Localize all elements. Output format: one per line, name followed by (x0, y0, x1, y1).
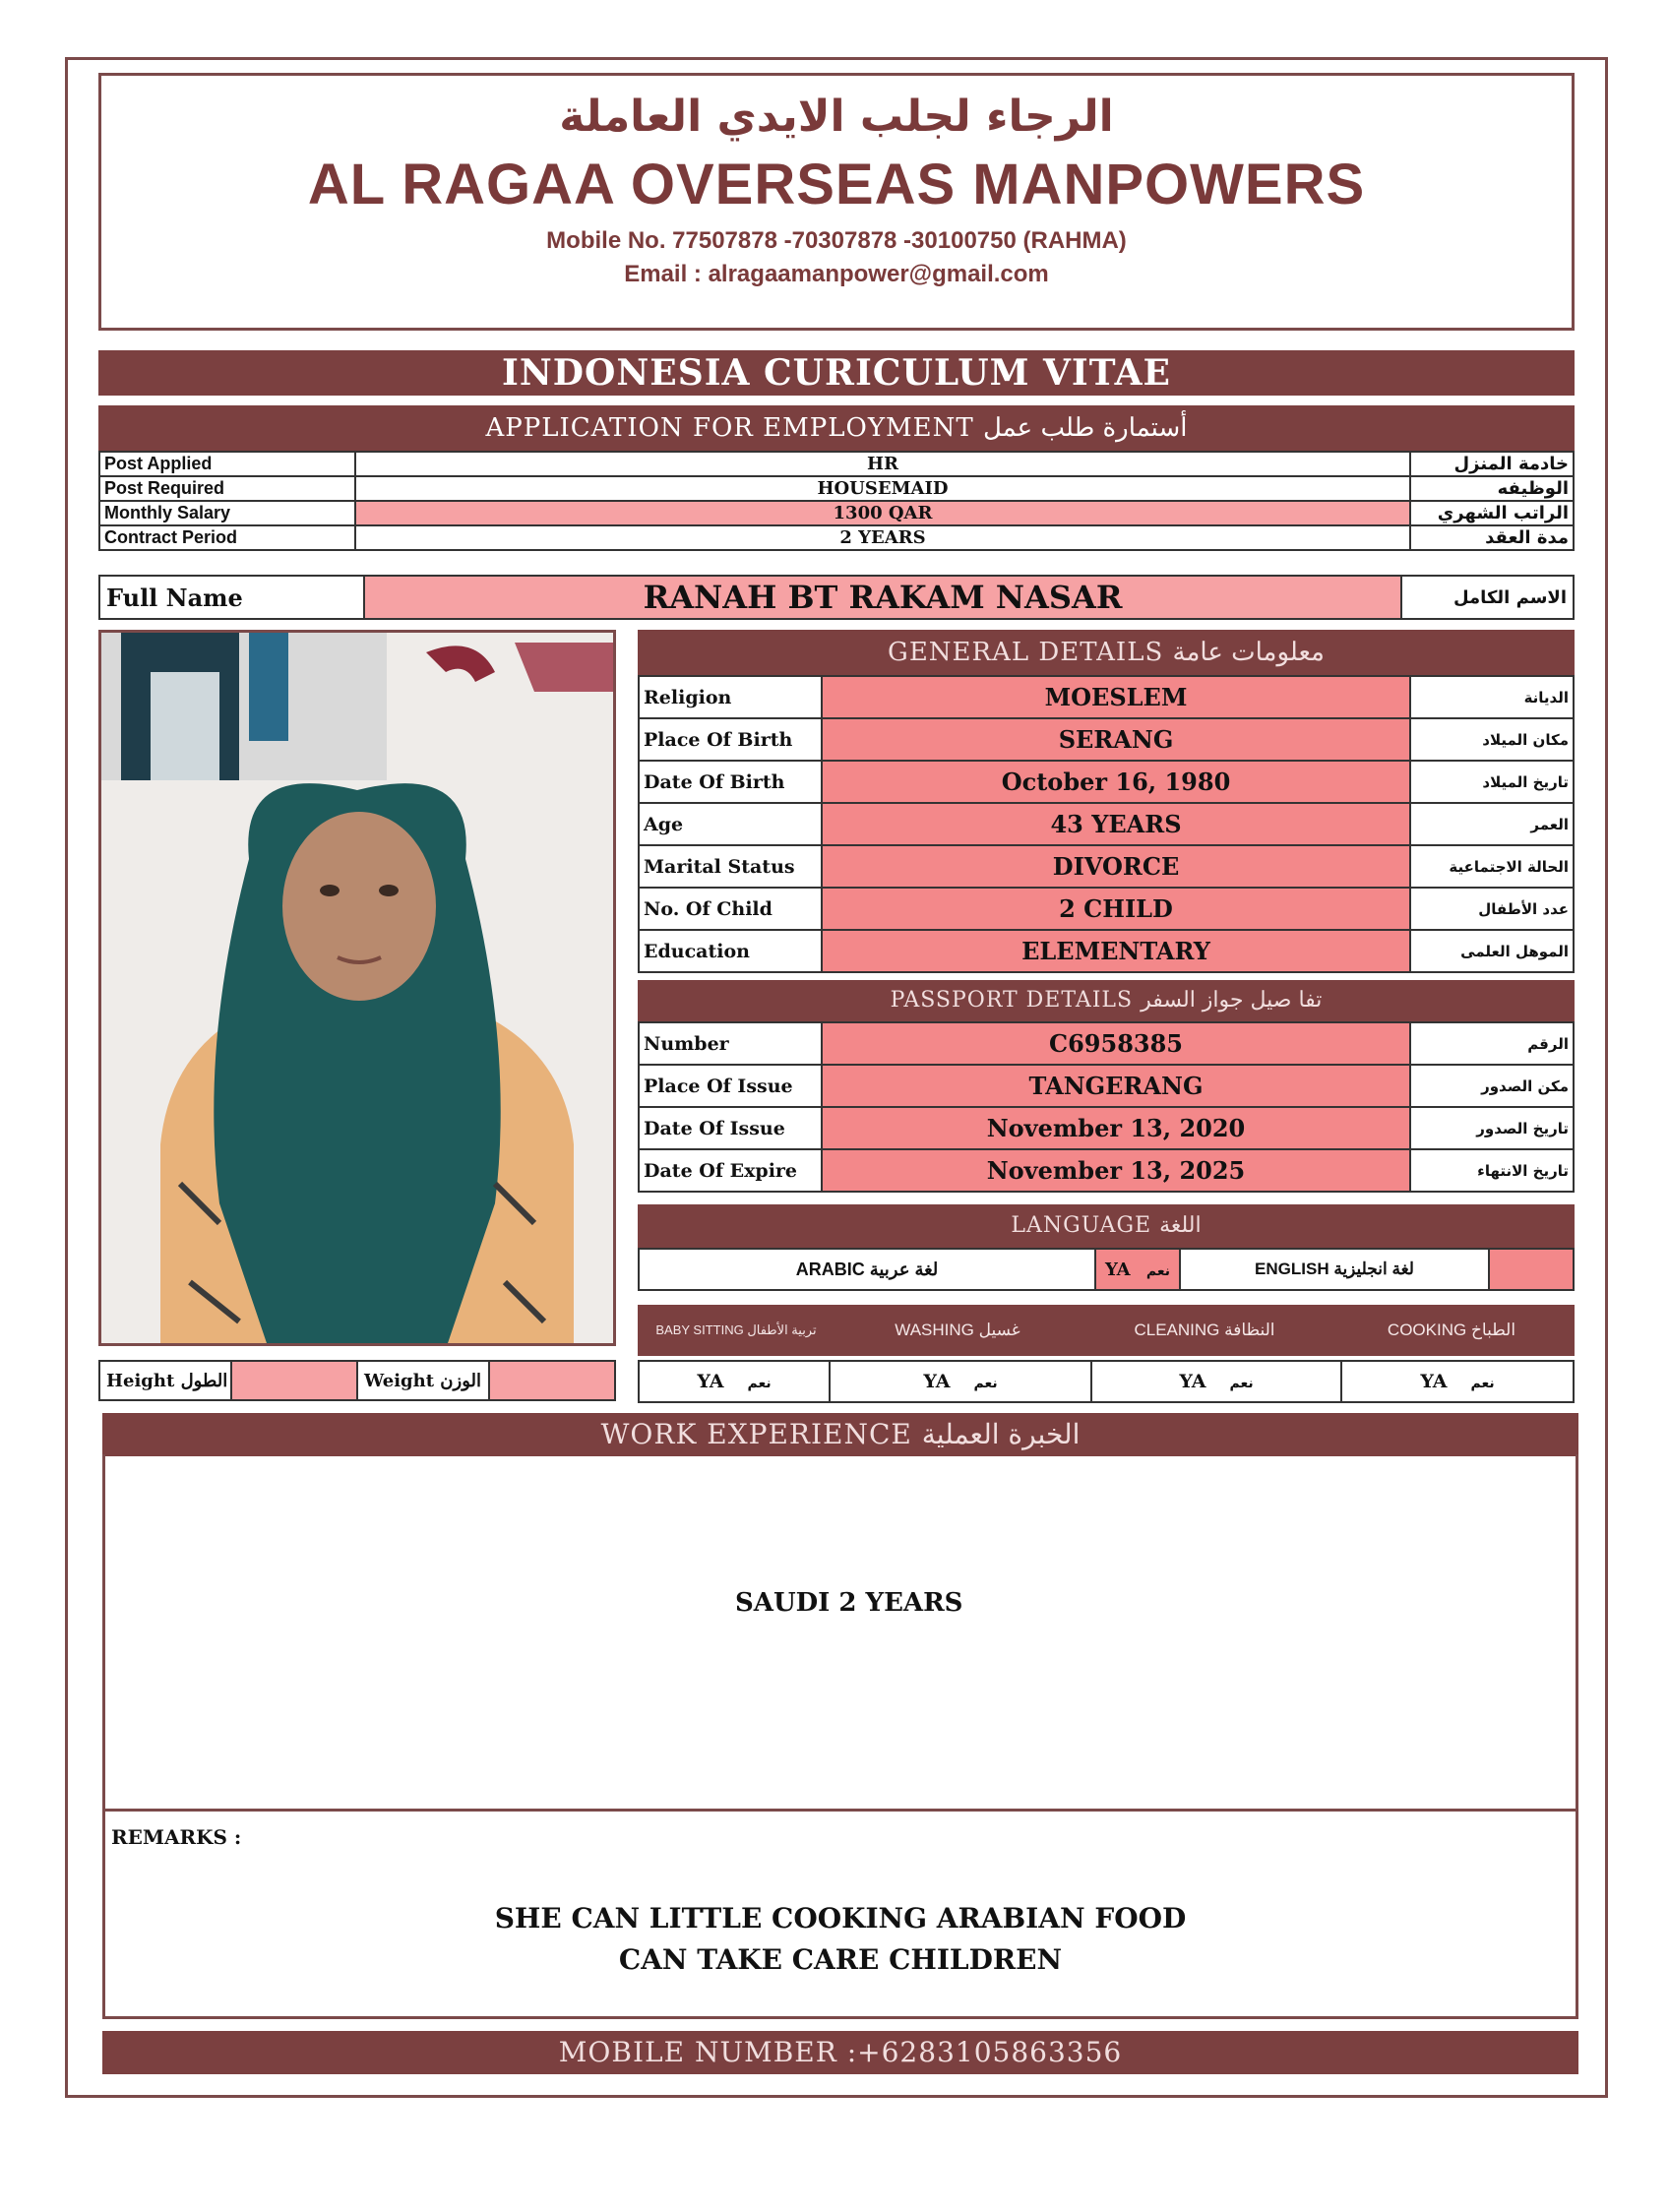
language-arabic-yes-ar: نعم (1145, 1262, 1171, 1279)
full-name-label: Full Name (99, 576, 364, 619)
general-value: 43 YEARS (822, 803, 1410, 845)
table-row (639, 1361, 1574, 1402)
skill-yes-ar: نعم (1229, 1376, 1254, 1391)
passport-label: Date Of Issue (639, 1107, 822, 1149)
table-row (639, 1065, 1574, 1107)
agency-header (98, 73, 1575, 331)
post-label: Post Required (99, 476, 355, 501)
remarks-label: REMARKS : (111, 1825, 242, 1849)
passport-value: November 13, 2020 (822, 1107, 1410, 1149)
weight-value (489, 1361, 615, 1400)
agency-email: Email : alragaamanpower@gmail.com (624, 261, 1049, 287)
general-details-table (638, 675, 1575, 973)
full-name-value: RANAH BT RAKAM NASAR (364, 576, 1401, 619)
general-label: Education (639, 930, 822, 972)
skill-yes-ar: نعم (973, 1376, 998, 1391)
language-arabic-value (1095, 1249, 1180, 1290)
passport-label-ar: تاريخ الانتهاء (1410, 1149, 1574, 1192)
skill-value (1341, 1361, 1574, 1402)
skill-header-cooking: COOKING الطباخ (1387, 1321, 1516, 1339)
general-label: Place Of Birth (639, 718, 822, 761)
general-label: Date Of Birth (639, 761, 822, 803)
table-row (639, 1149, 1574, 1192)
full-name-label-ar: الاسم الكامل (1401, 576, 1574, 619)
agency-arabic-name: الرجاء لجلب الايدي العاملة (559, 92, 1114, 142)
general-label-ar: الديانة (1410, 676, 1574, 718)
general-label-ar: عدد الأطفال (1410, 888, 1574, 930)
skill-yes-ar: نعم (1470, 1376, 1495, 1391)
full-name-table (98, 575, 1575, 620)
table-row (99, 452, 1574, 476)
table-row (99, 576, 1574, 619)
table-row (639, 803, 1574, 845)
applicant-photo (98, 630, 616, 1346)
remarks-line-2: CAN TAKE CARE CHILDREN (618, 1943, 1063, 1976)
post-table (98, 451, 1575, 551)
language-title: LANGUAGE اللغة (638, 1204, 1575, 1248)
post-label: Monthly Salary (99, 501, 355, 525)
general-label: Marital Status (639, 845, 822, 888)
table-row (639, 676, 1574, 718)
table-row (639, 888, 1574, 930)
general-value: DIVORCE (822, 845, 1410, 888)
general-label: No. Of Child (639, 888, 822, 930)
post-value: 1300 QAR (355, 501, 1410, 525)
table-row (639, 761, 1574, 803)
skill-yes-ar: نعم (747, 1376, 772, 1391)
table-row (639, 1107, 1574, 1149)
general-label-ar: العمر (1410, 803, 1574, 845)
passport-value: C6958385 (822, 1022, 1410, 1065)
general-value: MOESLEM (822, 676, 1410, 718)
work-experience-content: SAUDI 2 YEARS (735, 1588, 963, 1618)
post-label-ar: الراتب الشهري (1410, 501, 1574, 525)
weight-label: Weight الوزن (357, 1361, 489, 1400)
passport-label-ar: تاريخ الصدور (1410, 1107, 1574, 1149)
skill-header-cleaning: CLEANING النظافة (1134, 1321, 1275, 1339)
post-value: HR (355, 452, 1410, 476)
post-label-ar: خادمة المنزل (1410, 452, 1574, 476)
passport-value: TANGERANG (822, 1065, 1410, 1107)
skill-value (830, 1361, 1091, 1402)
post-value: 2 YEARS (355, 525, 1410, 550)
agency-name: AL RAGAA OVERSEAS MANPOWERS (307, 153, 1366, 216)
passport-label: Date Of Expire (639, 1149, 822, 1192)
skills-header-bar (638, 1305, 1575, 1356)
applicant-photo-image (101, 633, 616, 1346)
skill-yes: YA (1420, 1371, 1448, 1392)
post-label-ar: الوظيفه (1410, 476, 1574, 501)
language-english-label: ENGLISH لغة انجليزية (1180, 1249, 1489, 1290)
general-value: 2 CHILD (822, 888, 1410, 930)
application-title: APPLICATION FOR EMPLOYMENT أستمارة طلب عمل (98, 405, 1575, 451)
general-label-ar: مكان الميلاد (1410, 718, 1574, 761)
work-experience-title: WORK EXPERIENCE الخبرة العملية (102, 1413, 1578, 1456)
skills-table (638, 1360, 1575, 1403)
general-label-ar: الحالة الاجتماعية (1410, 845, 1574, 888)
passport-details-title: PASSPORT DETAILS تفا صيل جواز السفر (638, 980, 1575, 1021)
general-label: Age (639, 803, 822, 845)
table-row (99, 476, 1574, 501)
general-label: Religion (639, 676, 822, 718)
passport-label-ar: مكن الصدور (1410, 1065, 1574, 1107)
post-value: HOUSEMAID (355, 476, 1410, 501)
passport-details-table (638, 1021, 1575, 1193)
general-value: SERANG (822, 718, 1410, 761)
table-row (99, 1361, 615, 1400)
remarks-line-1: SHE CAN LITTLE COOKING ARABIAN FOOD (494, 1902, 1187, 1935)
skill-value (1091, 1361, 1341, 1402)
mobile-number-bar: MOBILE NUMBER :+6283105863356 (102, 2031, 1578, 2074)
table-row (639, 845, 1574, 888)
height-label: Height الطول (99, 1361, 231, 1400)
table-row (99, 525, 1574, 550)
passport-label-ar: الرقم (1410, 1022, 1574, 1065)
language-arabic-label: ARABIC لغة عربية (639, 1249, 1095, 1290)
height-value (231, 1361, 357, 1400)
general-value: ELEMENTARY (822, 930, 1410, 972)
cv-title: INDONESIA CURICULUM VITAE (98, 350, 1575, 396)
passport-label: Place Of Issue (639, 1065, 822, 1107)
general-label-ar: الموهل العلمى (1410, 930, 1574, 972)
table-row (639, 1022, 1574, 1065)
passport-value: November 13, 2025 (822, 1149, 1410, 1192)
skill-header-baby-sitting: BABY SITTING تربية الأطفال (655, 1322, 817, 1337)
general-value: October 16, 1980 (822, 761, 1410, 803)
passport-label: Number (639, 1022, 822, 1065)
general-label-ar: تاريخ الميلاد (1410, 761, 1574, 803)
table-row (99, 501, 1574, 525)
agency-mobile: Mobile No. 77507878 -70307878 -30100750 (RAHMA) (546, 227, 1127, 254)
skill-yes: YA (1179, 1371, 1206, 1392)
skill-yes: YA (923, 1371, 951, 1392)
table-row (639, 718, 1574, 761)
skill-value (639, 1361, 830, 1402)
language-table (638, 1248, 1575, 1291)
table-row (639, 1249, 1574, 1290)
general-details-title: GENERAL DETAILS معلومات عامة (638, 630, 1575, 675)
language-arabic-yes: YA (1104, 1259, 1131, 1280)
work-experience-box (102, 1454, 1578, 1809)
skill-yes: YA (697, 1371, 724, 1392)
post-label: Post Applied (99, 452, 355, 476)
post-label-ar: مدة العقد (1410, 525, 1574, 550)
measurements-table (98, 1360, 616, 1401)
skill-header-washing: WASHING غسيل (895, 1321, 1020, 1339)
language-english-value (1489, 1249, 1574, 1290)
post-label: Contract Period (99, 525, 355, 550)
table-row (639, 930, 1574, 972)
remarks-box (102, 1809, 1578, 2019)
